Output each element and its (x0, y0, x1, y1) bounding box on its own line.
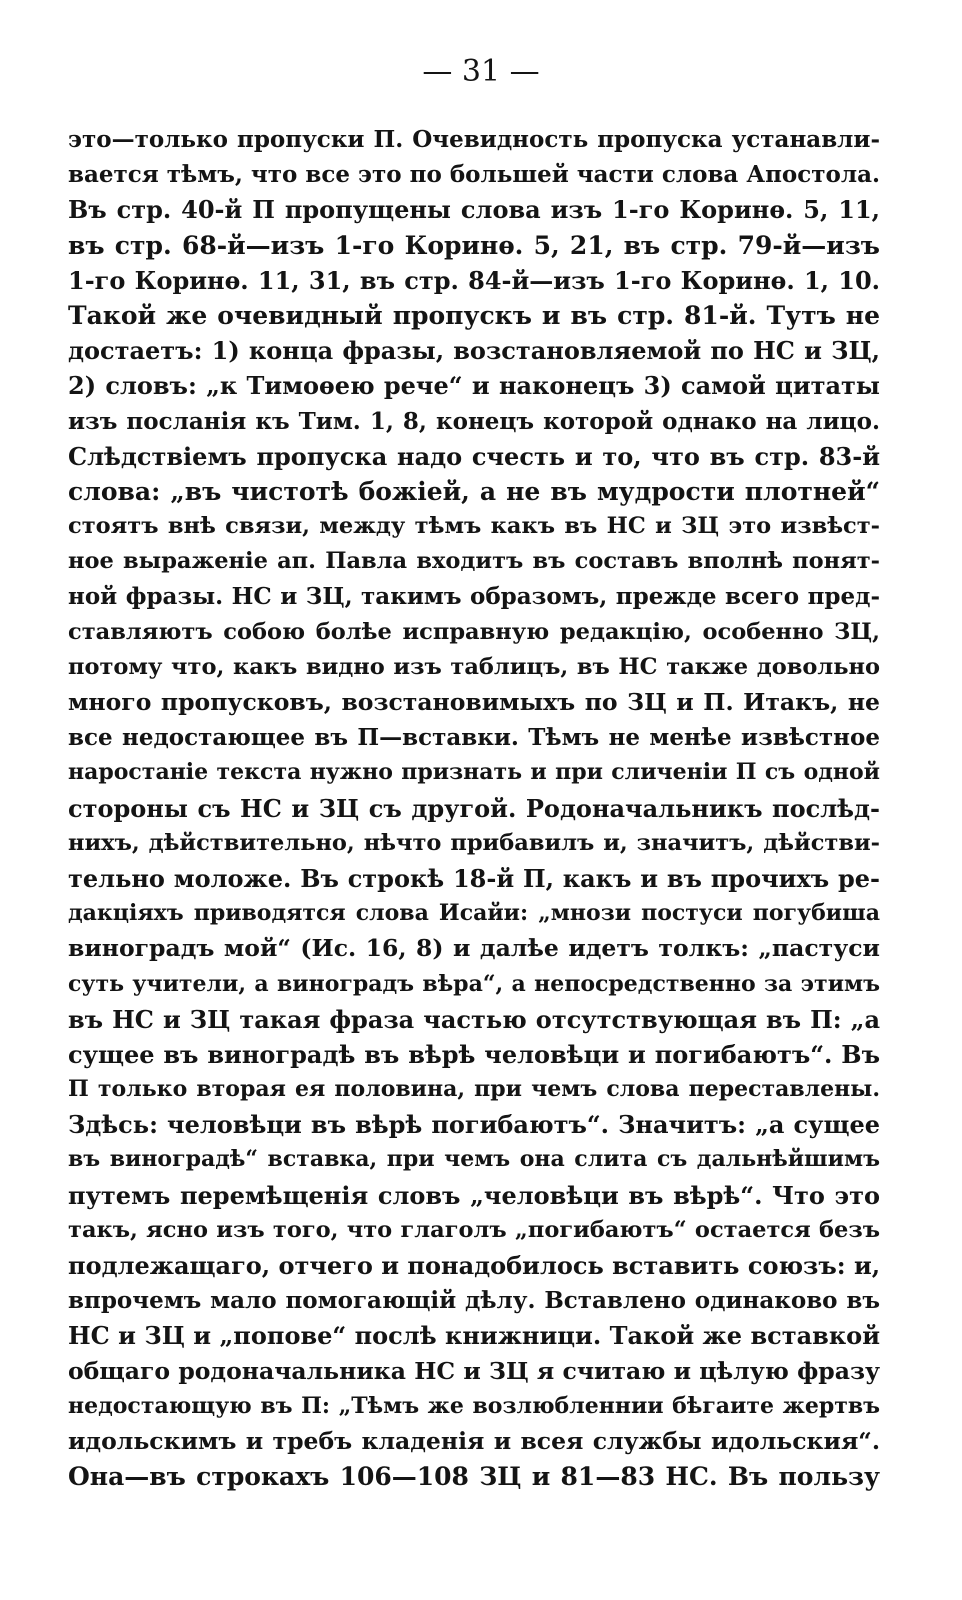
text-line: недостающую въ П: „Тѣмъ же возлюбленнии бѣгаите жертвъ (68, 1392, 880, 1419)
text-line: НС и ЗЦ и „попове“ послѣ книжници. Такой же вставкой (68, 1321, 880, 1351)
text-line: общаго родоначальника НС и ЗЦ я считаю и цѣлую фразу (68, 1356, 880, 1385)
text-line: изъ посланія къ Тим. 1, 8, конецъ которой однако на лицо. (68, 407, 880, 435)
text-line: ной фразы. НС и ЗЦ, такимъ образомъ, прежде всего пред- (68, 583, 880, 611)
text-line: въ стр. 68-й—изъ 1-го Коринѳ. 5, 21, въ стр. 79-й—изъ (68, 230, 880, 260)
text-line: путемъ перемѣщенія словъ „человѣци въ вѣрѣ“. Что это (68, 1180, 880, 1210)
text-line: наростаніе текста нужно признать и при сличеніи П съ одной (68, 759, 880, 786)
text-line: 2) словъ: „к Тимоѳею рече“ и наконецъ 3) самой цитаты (68, 371, 880, 401)
text-line: стороны съ НС и ЗЦ съ другой. Родоначальникъ послѣд- (68, 793, 880, 823)
text-line: слова: „въ чистотѣ божіей, а не въ мудрости плотней“ (68, 476, 880, 506)
text-line: Она—въ строкахъ 106—108 ЗЦ и 81—83 НС. Въ пользу (68, 1462, 880, 1492)
text-line: Въ стр. 40-й П пропущены слова изъ 1-го Коринѳ. 5, 11, (68, 195, 880, 225)
text-line: много пропусковъ, возстановимыхъ по ЗЦ и П. Итакъ, не (68, 688, 880, 716)
text-line: тельно моложе. Въ строкѣ 18-й П, какъ и въ прочихъ ре- (68, 863, 880, 893)
text-line: Такой же очевидный пропускъ и въ стр. 81-й. Тутъ не (68, 300, 880, 330)
text-line: стоятъ внѣ связи, между тѣмъ какъ въ НС и ЗЦ это извѣст- (68, 513, 880, 540)
text-line: Слѣдствіемъ пропуска надо счесть и то, что въ стр. 83-й (68, 441, 880, 471)
text-line: потому что, какъ видно изъ таблицъ, въ НС также довольно (68, 653, 880, 680)
text-line: достаетъ: 1) конца фразы, возстановляемой по НС и ЗЦ, (68, 336, 880, 366)
text-line: впрочемъ мало помогающій дѣлу. Вставлено одинаково въ (68, 1287, 880, 1315)
page-number: — 31 — (422, 54, 540, 89)
text-line: подлежащаго, отчего и понадобилось вставить союзъ: и, (68, 1251, 881, 1280)
text-line: въ НС и ЗЦ такая фраза частью отсутствующая въ П: „а (68, 1004, 880, 1034)
text-line: вается тѣмъ, что все это по большей части слова Апостола. (68, 161, 880, 189)
text-line: въ виноградѣ“ вставка, при чемъ она слита съ дальнѣйшимъ (68, 1146, 880, 1173)
text-line: Здѣсь: человѣци въ вѣрѣ погибаютъ“. Значитъ: „а сущее (68, 1110, 880, 1140)
text-line: дакціяхъ приводятся слова Исайи: „мнози постуси погубиша (68, 900, 880, 927)
text-line: такъ, ясно изъ того, что глаголъ „погибаютъ“ остается безъ (68, 1216, 880, 1243)
text-line: 1-го Коринѳ. 11, 31, въ стр. 84-й—изъ 1-го Коринѳ. 1, 10. (68, 265, 880, 295)
body-text (68, 122, 880, 1494)
text-line: суть учители, а виноградъ вѣра“, а непосредственно за этимъ (68, 970, 880, 997)
text-line: идольскимъ и требъ кладенія и всея службы идольския“. (68, 1426, 880, 1455)
text-line: все недостающее въ П—вставки. Тѣмъ не менѣе извѣстное (68, 724, 880, 752)
text-line: нихъ, дѣйствительно, нѣчто прибавилъ и, значитъ, дѣйстви- (68, 829, 880, 856)
text-line: П только вторая ея половина, при чемъ слова переставлены. (68, 1076, 880, 1103)
text-line: это—только пропуски П. Очевидность пропуска устанавли- (68, 126, 880, 153)
text-line: сущее въ виноградѣ въ вѣрѣ человѣци и погибаютъ“. Въ (68, 1039, 880, 1069)
text-line: ставляютъ собою болѣе исправную редакцію, особенно ЗЦ, (68, 618, 880, 645)
text-line: ное выраженіе ап. Павла входитъ въ составъ вполнѣ понят- (68, 548, 880, 575)
text-line: виноградъ мой“ (Ис. 16, 8) и далѣе идетъ толкъ: „пастуси (68, 934, 880, 963)
